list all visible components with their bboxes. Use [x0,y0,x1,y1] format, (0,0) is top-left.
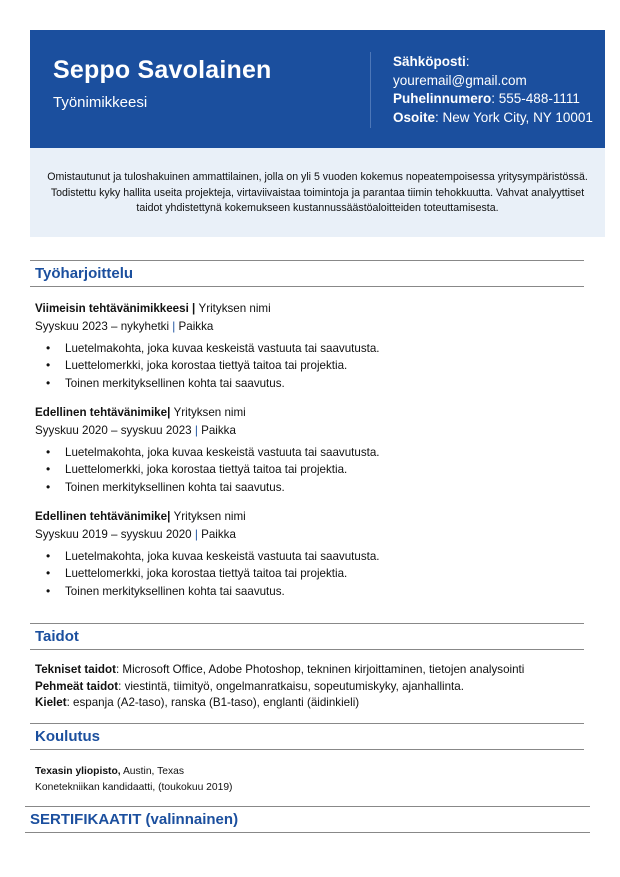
job-dates-line [35,526,380,543]
email-label-line: Sähköposti: [393,54,470,69]
job-location: Paikka [201,528,236,541]
job-title-separator: | [167,406,174,419]
list-item: • Toinen merkityksellinen kohta tai saavutus. [65,479,380,496]
languages-label: Kielet [35,696,67,709]
dates-separator: | [194,528,198,541]
job-entry-1 [35,300,380,392]
job-dates: Syyskuu 2019 – syyskuu 2020 [35,528,192,541]
languages-line: Kielet: espanja (A2-taso), ranska (B1-taso), englanti (äidinkieli) [35,696,360,709]
phone-label: Puhelinnumero [393,91,492,106]
job-bullets [35,340,380,392]
contact-block [393,53,593,127]
job-entry-3 [35,508,380,600]
list-item: • Luettelomerkki, joka korostaa tiettyä taitoa tai projektia. [65,461,380,478]
languages-value: espanja (A2-taso), ranska (B1-taso), englanti (äidinkieli) [73,696,360,709]
list-item: • Luetelmakohta, joka kuvaa keskeistä vastuuta tai saavutusta. [65,444,380,461]
job-entry-2 [35,404,380,496]
job-title-line [35,404,380,421]
company-name: Yrityksen nimi [198,302,271,315]
candidate-name: Seppo Savolainen [53,56,272,84]
school-name: Texasin yliopisto, [35,766,121,777]
job-title-separator: | [167,510,174,523]
email-label: Sähköposti [393,54,466,69]
soft-skills-line: Pehmeät taidot: viestintä, tiimityö, ongelmanratkaisu, sopeutumiskyky, ajanhallinta. [35,679,464,693]
address-line: Osoite: New York City, NY 10001 [393,109,593,125]
experience-heading: Työharjoittelu [30,260,584,287]
job-title-line [35,508,380,525]
email-value: youremail@gmail.com [393,72,527,88]
list-item: • Luetelmakohta, joka kuvaa keskeistä vastuuta tai saavutusta. [65,340,380,357]
resume-header [30,30,605,148]
experience-section [30,260,584,287]
school-line [35,764,233,780]
list-item: • Luetelmakohta, joka kuvaa keskeistä vastuuta tai saavutusta. [65,548,380,565]
candidate-job-title: Työnimikkeesi [53,94,148,111]
technical-skills-value: Microsoft Office, Adobe Photoshop, tekninen kirjoittaminen, tietojen analysointi [122,663,525,676]
header-divider [370,52,371,128]
address-value: New York City, NY 10001 [442,109,593,125]
list-item: • Toinen merkityksellinen kohta tai saavutus. [65,375,380,392]
skills-section [30,623,584,650]
profile-summary: Omistautunut ja tuloshakuinen ammattilainen, jolla on yli 5 vuoden kokemus nopeatempoisessa yritysympäristössä. Todistettu kyky hallita useita projekteja, virtaviivaistaa toimintoja ja parantaa tiimin tehokkuutta. Vahvat analyyttiset taidot yhdistettynä kokemukseen kustannussäästöaloitteiden toteuttamisesta. [30,148,605,237]
list-item: • Luettelomerkki, joka korostaa tiettyä taitoa tai projektia. [65,565,380,582]
soft-skills-label: Pehmeät taidot [35,679,119,693]
school-location: Austin, Texas [122,766,184,777]
job-location: Paikka [178,320,214,333]
soft-skills-value: viestintä, tiimityö, ongelmanratkaisu, sopeutumiskyky, ajanhallinta. [124,679,464,693]
degree: Konetekniikan kandidaatti, (toukokuu 2019) [35,781,233,793]
skills-list [35,662,524,712]
phone-line: Puhelinnumero: 555-488-1111 [393,91,580,106]
job-dates: Syyskuu 2020 – syyskuu 2023 [35,424,192,437]
phone-value: 555-488-1111 [498,91,580,106]
skills-heading: Taidot [30,623,584,650]
job-dates-line [35,422,380,439]
job-title-line [35,300,380,317]
list-item: • Toinen merkityksellinen kohta tai saavutus. [65,583,380,600]
technical-skills-line: Tekniset taidot: Microsoft Office, Adobe Photoshop, tekninen kirjoittaminen, tietojen analysointi [35,663,525,676]
certifications-heading: SERTIFIKAATIT (valinnainen) [25,806,590,833]
job-title: Edellinen tehtävänimike [35,510,168,523]
education-heading: Koulutus [30,723,584,750]
dates-separator: | [194,424,198,437]
company-name: Yrityksen nimi [173,510,246,523]
job-dates: Syyskuu 2023 – nykyhetki [35,320,170,333]
job-title: Viimeisin tehtävänimikkeesi [35,302,189,315]
job-bullets [35,548,380,600]
technical-skills-label: Tekniset taidot [35,663,116,676]
dates-separator: | [172,320,176,333]
list-item: • Luettelomerkki, joka korostaa tiettyä taitoa tai projektia. [65,357,380,374]
address-label: Osoite [393,109,436,125]
company-name: Yrityksen nimi [173,406,246,419]
job-title: Edellinen tehtävänimike [35,406,168,419]
education-entry [35,764,233,795]
education-section [30,723,584,750]
job-bullets [35,444,380,496]
job-dates-line [35,318,380,335]
job-location: Paikka [201,424,236,437]
job-title-separator: | [188,302,199,315]
